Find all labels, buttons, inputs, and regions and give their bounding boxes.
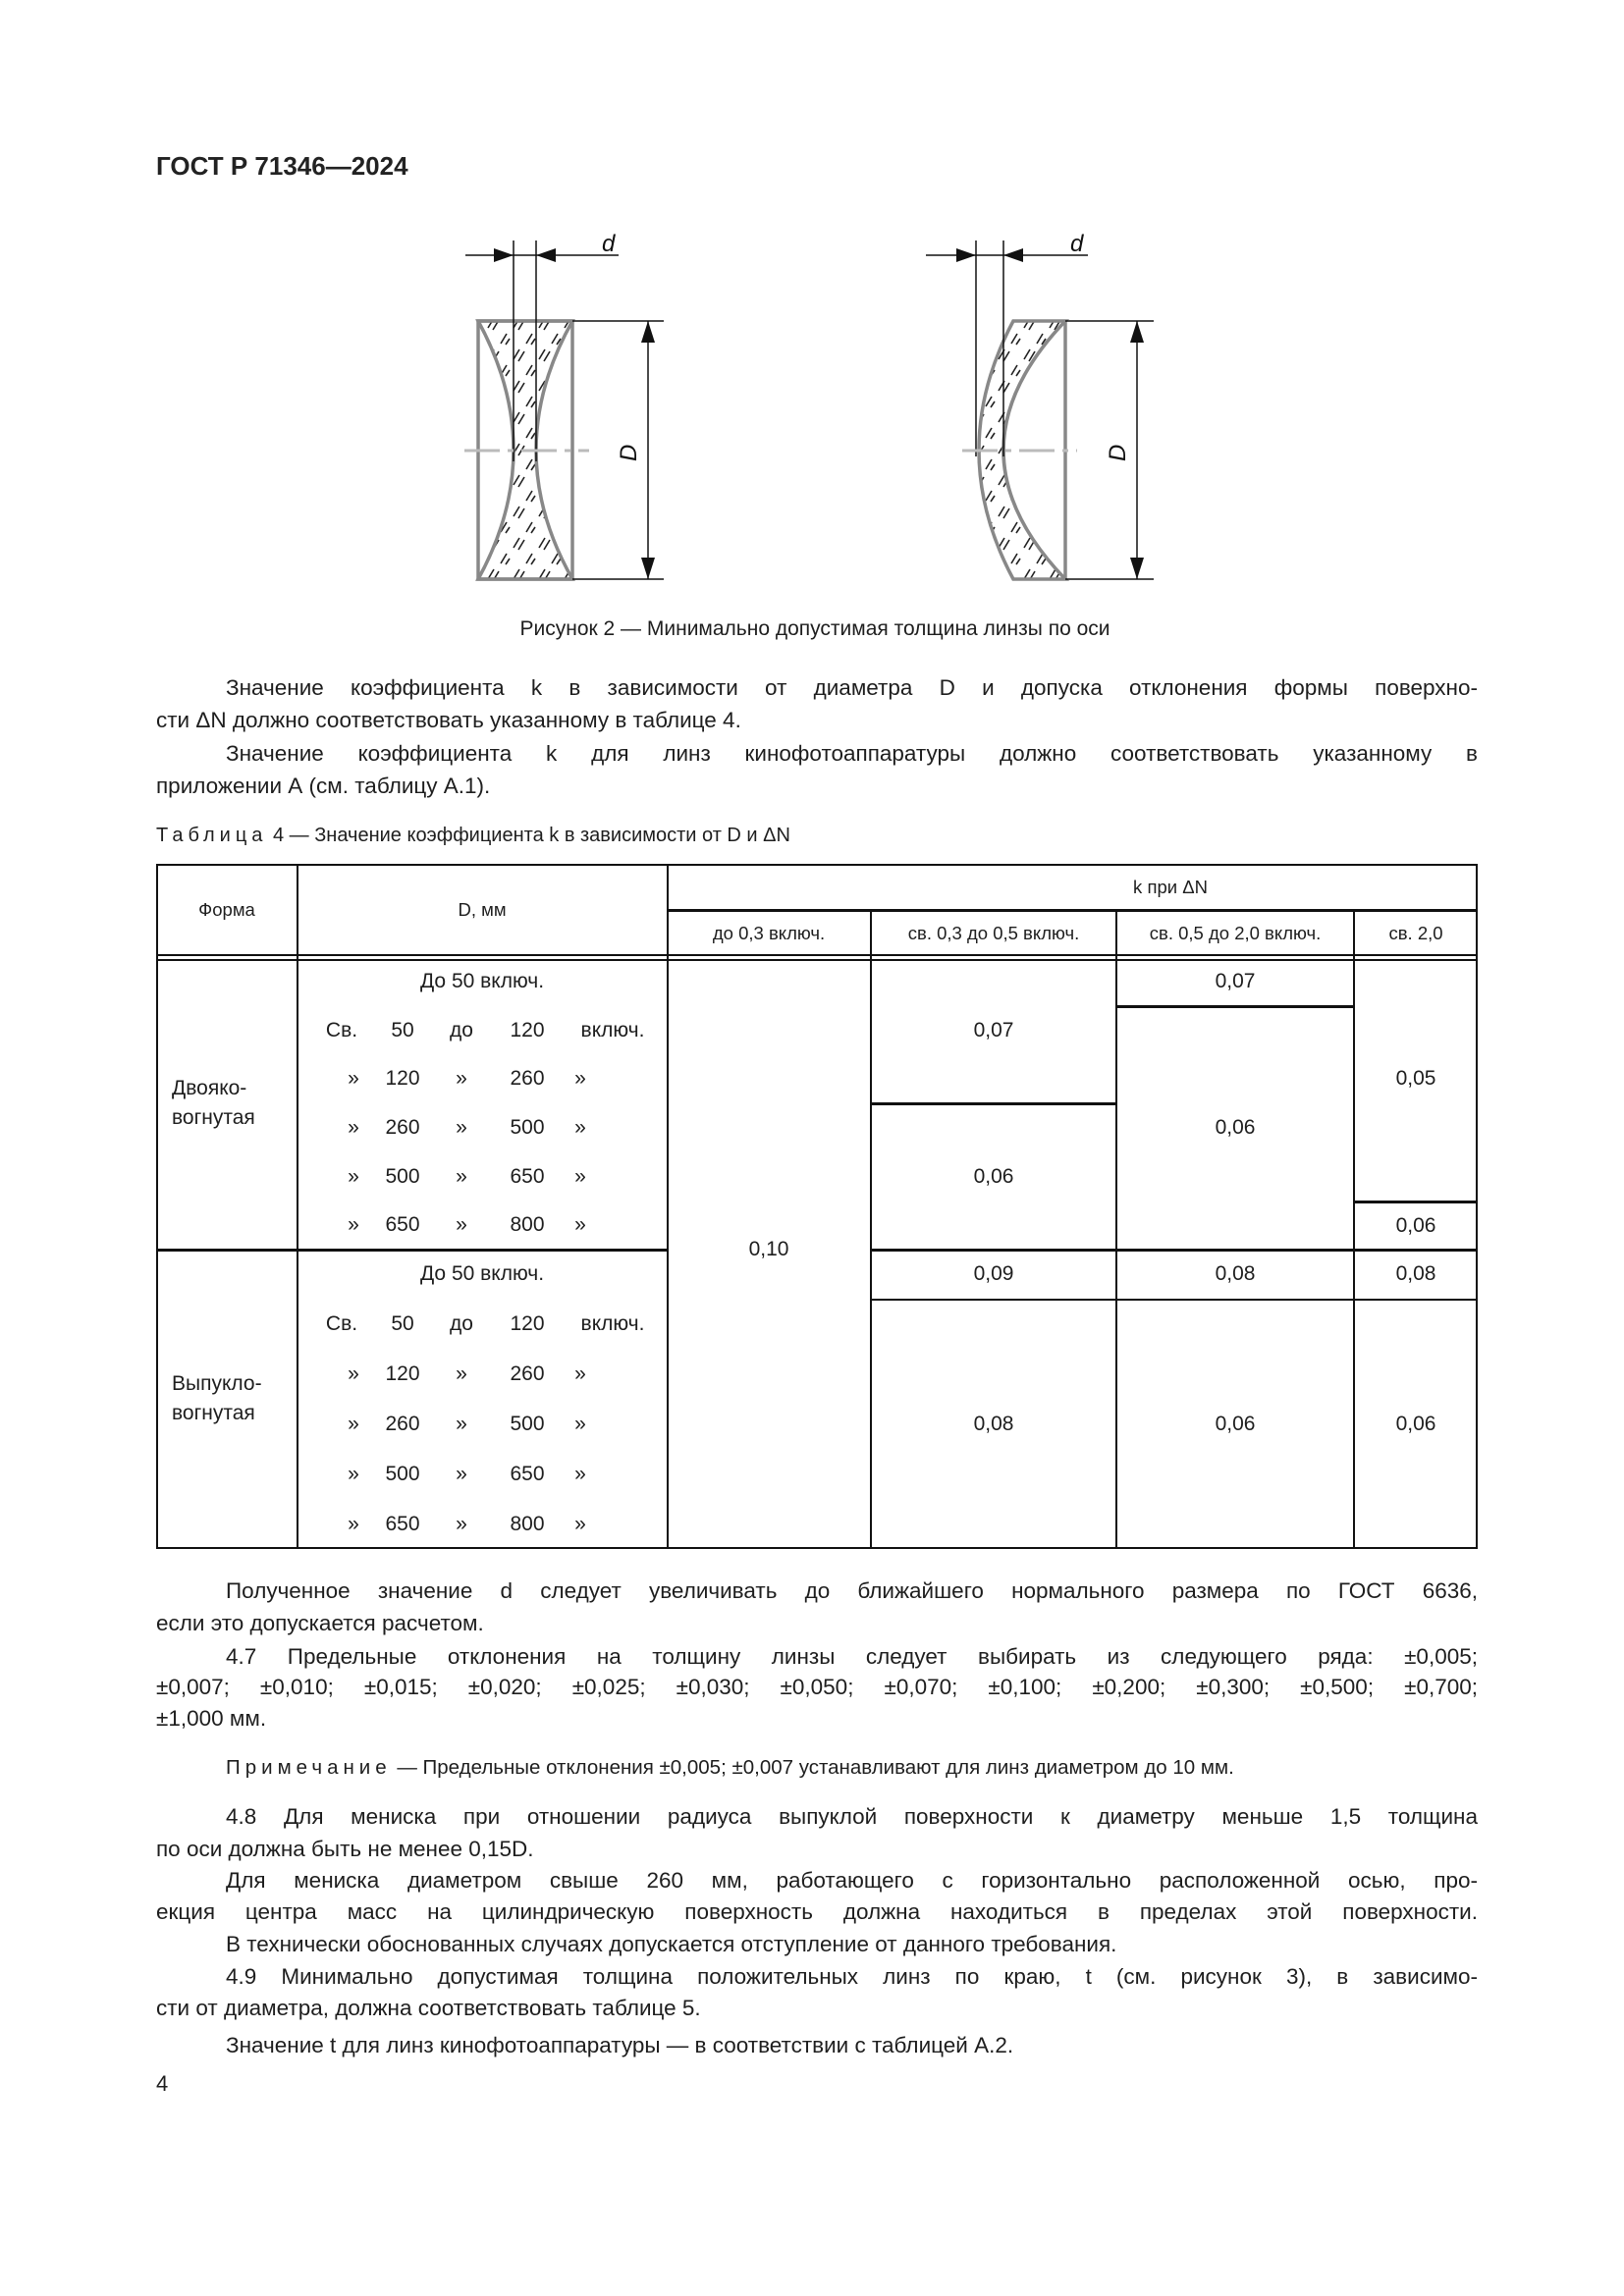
diameter-range-mid: » xyxy=(456,1463,467,1485)
paragraph-line: 4.7 Предельные отклонения на толщину линзы следует выбирать из следующего ряда: ±0,005; xyxy=(226,1644,1478,1669)
paragraph-line: В технически обоснованных случаях допускается отступление от данного требования. xyxy=(226,1932,1117,1956)
diameter-range-mid: » xyxy=(456,1116,467,1139)
figure-caption: Рисунок 2 — Минимально допустимая толщина линзы по оси xyxy=(519,617,1110,640)
diameter-range-v1: 260 xyxy=(385,1413,420,1435)
diameter-range-a: » xyxy=(348,1213,359,1236)
diameter-range-a: » xyxy=(348,1362,359,1385)
diameter-label: D xyxy=(616,444,642,461)
diameter-range-v1: 650 xyxy=(385,1513,420,1535)
k-value: 0,08 xyxy=(973,1413,1014,1435)
diameter-range-v2: 120 xyxy=(510,1019,545,1041)
diameter-range-end: » xyxy=(574,1116,586,1139)
diameter-range-end: включ. xyxy=(580,1312,645,1335)
table-caption xyxy=(156,825,790,847)
paragraph-line: ±0,007; ±0,010; ±0,015; ±0,020; ±0,025; ±0,030; ±0,050; ±0,070; ±0,100; ±0,200; ±0,300; ±0,500; ±0,700; xyxy=(156,1675,1478,1699)
diameter-range-mid: до xyxy=(450,1019,473,1041)
diameter-range-end: » xyxy=(574,1165,586,1188)
k-value: 0,08 xyxy=(1215,1262,1256,1285)
paragraph-line: 4.9 Минимально допустимая толщина положительных линз по краю, t (см. рисунок 3), в зависимо- xyxy=(226,1964,1478,1989)
k-value: 0,07 xyxy=(1215,970,1256,992)
table-divider xyxy=(667,909,1478,912)
diameter-range-mid: » xyxy=(456,1362,467,1385)
note-label: Примечание xyxy=(226,1756,392,1779)
diameter-range-end: » xyxy=(574,1067,586,1090)
table-divider xyxy=(156,1249,668,1252)
diameter-range-end: » xyxy=(574,1413,586,1435)
k-value: 0,06 xyxy=(1395,1214,1436,1237)
diameter-range-end: » xyxy=(574,1513,586,1535)
diameter-range-v1: 500 xyxy=(385,1463,420,1485)
form-convex-concave: Выпукло- вогнутая xyxy=(172,1372,262,1424)
header-range: св. 0,3 до 0,5 включ. xyxy=(907,923,1080,943)
diameter-range-a: Св. xyxy=(325,1312,358,1335)
paragraph-line: Значение коэффициента k в зависимости от диаметра D и допуска отклонения формы поверхно- xyxy=(226,675,1478,700)
k-value: 0,10 xyxy=(748,1238,789,1260)
header-form: Форма xyxy=(198,899,255,920)
paragraph-line: если это допускается расчетом. xyxy=(156,1611,484,1635)
k-value: 0,06 xyxy=(1215,1116,1256,1139)
table-border xyxy=(156,864,1478,1549)
paragraph-line: по оси должна быть не менее 0,15D. xyxy=(156,1837,534,1861)
diameter-range-end: » xyxy=(574,1213,586,1236)
k-value: 0,09 xyxy=(973,1262,1014,1285)
header-diameter: D, мм xyxy=(458,899,507,920)
k-value: 0,06 xyxy=(1215,1413,1256,1435)
diameter-range-v2: 260 xyxy=(510,1067,545,1090)
diameter-range-v1: 120 xyxy=(385,1362,420,1385)
paragraph-line: Значение коэффициента k для линз кинофотоаппаратуры должно соответствовать указанному в xyxy=(226,741,1478,766)
diameter-range-v1: 50 xyxy=(391,1019,414,1041)
table-divider xyxy=(1115,1005,1354,1008)
document-code-header: ГОСТ Р 71346—2024 xyxy=(156,151,408,181)
paragraph-line: приложении А (см. таблицу А.1). xyxy=(156,774,491,798)
paragraph-line: ±1,000 мм. xyxy=(156,1706,267,1731)
diameter-range-mid: » xyxy=(456,1165,467,1188)
diameter-range-v1: 500 xyxy=(385,1165,420,1188)
diameter-range-v2: 650 xyxy=(510,1165,545,1188)
diameter-range-v2: 800 xyxy=(510,1513,545,1535)
table-divider xyxy=(1353,1201,1478,1203)
paragraph-line: Значение t для линз кинофотоаппаратуры — в соответствии с таблицей А.2. xyxy=(226,2033,1014,2057)
table-divider xyxy=(870,1249,1478,1252)
header-range: до 0,3 включ. xyxy=(712,923,826,943)
diameter-range-v2: 500 xyxy=(510,1116,545,1139)
diameter-range-v2: 650 xyxy=(510,1463,545,1485)
table-divider xyxy=(667,864,669,1549)
diameter-range-a: » xyxy=(348,1116,359,1139)
paragraph-line: сти от диаметра, должна соответствовать таблице 5. xyxy=(156,1996,701,2020)
diameter-range-mid: » xyxy=(456,1513,467,1535)
lens-thickness-figure xyxy=(0,0,1624,687)
diameter-range-v1: 50 xyxy=(391,1312,414,1335)
paragraph-line: Полученное значение d следует увеличивать до ближайшего нормального размера по ГОСТ 6636, xyxy=(226,1578,1478,1603)
header-k-group: k при ΔN xyxy=(1133,877,1208,897)
table-divider xyxy=(870,1299,1478,1301)
diameter-range-v1: 260 xyxy=(385,1116,420,1139)
table-caption-text: 4 — Значение коэффициента k в зависимости от D и ΔN xyxy=(267,825,790,846)
page-number: 4 xyxy=(156,2071,169,2096)
thickness-label: d xyxy=(1070,231,1084,257)
diameter-range-mid: » xyxy=(456,1213,467,1236)
paragraph-line: 4.8 Для мениска при отношении радиуса выпуклой поверхности к диаметру меньше 1,5 толщина xyxy=(226,1804,1478,1829)
k-value: 0,07 xyxy=(973,1019,1014,1041)
k-value: 0,06 xyxy=(1395,1413,1436,1435)
diameter-range-a: » xyxy=(348,1463,359,1485)
table-divider xyxy=(156,959,1478,961)
table-divider xyxy=(297,864,298,1549)
paragraph-line: Для мениска диаметром свыше 260 мм, работающего с горизонтально расположенной осью, про- xyxy=(226,1868,1478,1893)
k-value: 0,06 xyxy=(973,1165,1014,1188)
table-divider xyxy=(156,954,1478,956)
diameter-range-v2: 500 xyxy=(510,1413,545,1435)
diameter-range-end: » xyxy=(574,1362,586,1385)
diameter-range-v1: 650 xyxy=(385,1213,420,1236)
diameter-range-mid: » xyxy=(456,1067,467,1090)
paragraph-line: сти ΔN должно соответствовать указанному в таблице 4. xyxy=(156,708,741,732)
form-biconcave: Двояко- вогнутая xyxy=(172,1077,255,1129)
diameter-range-v1: 120 xyxy=(385,1067,420,1090)
note xyxy=(226,1751,1234,1784)
diameter-range-a: Св. xyxy=(325,1019,358,1041)
table-divider xyxy=(870,1102,1116,1105)
diameter-range-text: До 50 включ. xyxy=(419,1262,545,1285)
table-caption-label: Таблица xyxy=(156,825,268,846)
header-range: св. 2,0 xyxy=(1388,923,1443,943)
diameter-range-a: » xyxy=(348,1165,359,1188)
diameter-range-v2: 800 xyxy=(510,1213,545,1236)
diameter-range-v2: 260 xyxy=(510,1362,545,1385)
diameter-range-end: включ. xyxy=(580,1019,645,1041)
table-divider xyxy=(870,910,872,1549)
thickness-label: d xyxy=(602,231,616,257)
paragraph-line: екция центра масс на цилиндрическую поверхность должна находиться в пределах этой поверхности. xyxy=(156,1899,1478,1924)
k-value: 0,05 xyxy=(1395,1067,1436,1090)
header-range: св. 0,5 до 2,0 включ. xyxy=(1149,923,1322,943)
diameter-label: D xyxy=(1105,444,1131,461)
diameter-range-mid: до xyxy=(450,1312,473,1335)
diameter-range-end: » xyxy=(574,1463,586,1485)
note-text: — Предельные отклонения ±0,005; ±0,007 устанавливают для линз диаметром до 10 мм. xyxy=(391,1756,1234,1779)
diameter-range-text: До 50 включ. xyxy=(419,970,545,992)
diameter-range-a: » xyxy=(348,1413,359,1435)
diameter-range-v2: 120 xyxy=(510,1312,545,1335)
biconcave-lens-drawing xyxy=(464,231,664,579)
k-value: 0,08 xyxy=(1395,1262,1436,1285)
diameter-range-mid: » xyxy=(456,1413,467,1435)
diameter-range-a: » xyxy=(348,1513,359,1535)
meniscus-lens-drawing xyxy=(926,231,1154,579)
diameter-range-a: » xyxy=(348,1067,359,1090)
